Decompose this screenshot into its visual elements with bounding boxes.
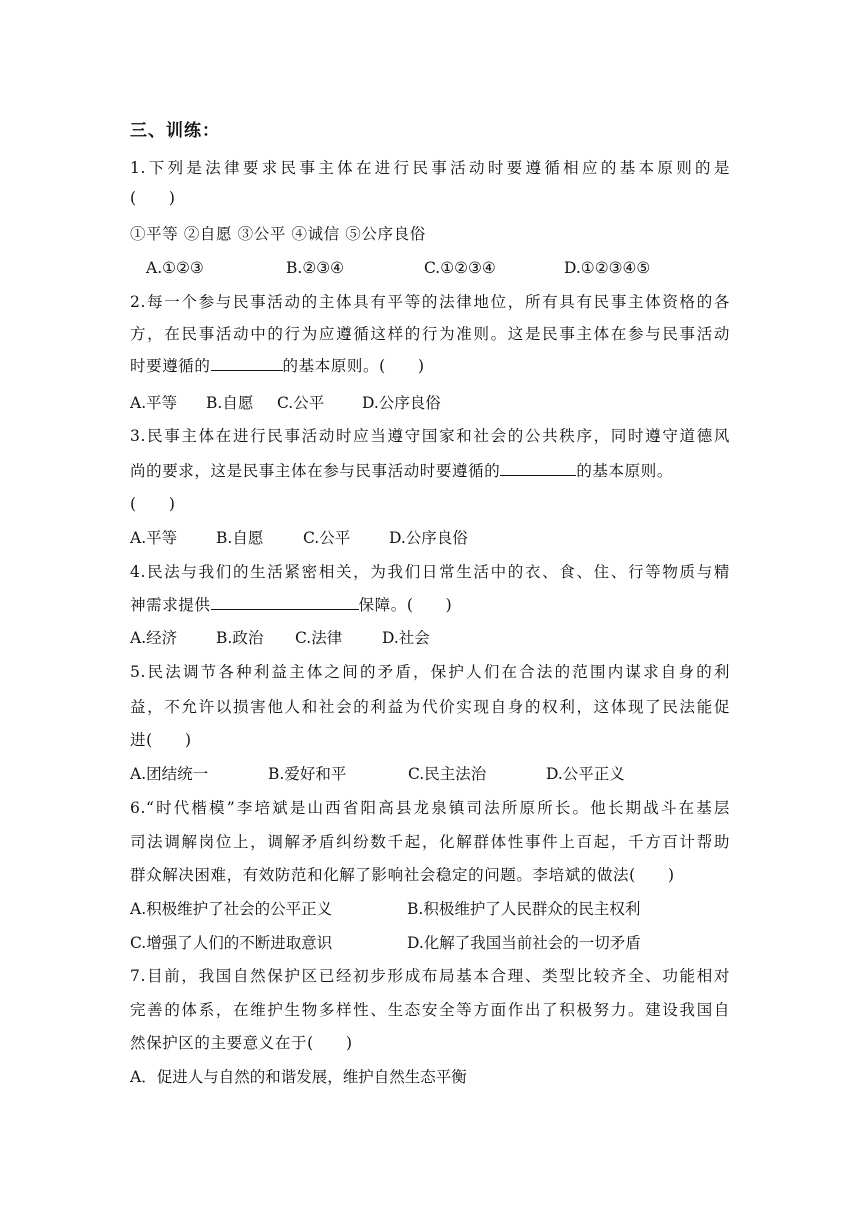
q6-option-a: A.积极维护了社会的公平正义 <box>130 900 333 918</box>
q6-option-d: D.化解了我国当前社会的一切矛盾 <box>407 934 641 952</box>
q4-answer-blank <box>211 595 359 610</box>
q1-option-c: C.①②③④ <box>424 259 496 277</box>
section-heading: 三、训练： <box>130 121 220 141</box>
q1-option-d: D.①②③④⑤ <box>564 259 651 277</box>
q3-stem-line-3: ( ) <box>130 495 176 513</box>
q2-answer-blank <box>211 356 283 371</box>
q5-option-a: A.团结统一 <box>130 765 209 783</box>
q4-stem-line-1: 4.民法与我们的生活紧密相关，为我们日常生活中的衣、食、住、行等物质与精 <box>130 563 730 581</box>
q2-stem-text-after-blank: 的基本原则。( ) <box>282 357 425 375</box>
q2-option-a: A.平等 <box>130 394 178 412</box>
q4-stem-text-after-blank: 保障。( ) <box>358 596 453 614</box>
q2-stem-line-3 <box>130 356 730 376</box>
q5-stem-line-3: 进( ) <box>130 731 192 749</box>
q3-stem-text-before-blank: 尚的要求，这是民事主体在参与民事活动时要遵循的 <box>130 462 501 480</box>
q6-stem-line-2: 司法调解岗位上，调解矛盾纠纷数千起，化解群体性事件上百起，千方百计帮助 <box>130 833 730 851</box>
q3-option-b: B.自愿 <box>216 529 264 547</box>
q3-stem-line-2 <box>130 461 730 481</box>
q2-stem-line-2: 方，在民事活动中的行为应遵循这样的行为准则。这是民事主体在参与民事活动 <box>130 325 730 343</box>
q2-option-c: C.公平 <box>277 394 325 412</box>
q3-option-a: A.平等 <box>130 529 178 547</box>
q4-option-b: B.政治 <box>216 629 264 647</box>
q2-stem-text-before-blank: 时要遵循的 <box>130 357 211 375</box>
q5-stem-line-2: 益，不允许以损害他人和社会的利益为代价实现自身的权利，这体现了民法能促 <box>130 698 730 716</box>
q6-option-c: C.增强了人们的不断进取意识 <box>130 934 333 952</box>
q3-stem-line-1: 3.民事主体在进行民事活动时应当遵守国家和社会的公共秩序，同时遵守道德风 <box>130 427 730 445</box>
q4-stem-line-2 <box>130 595 730 615</box>
q4-option-d: D.社会 <box>382 629 430 647</box>
q6-option-b: B.积极维护了人民群众的民主权利 <box>407 900 641 918</box>
q5-stem-line-1: 5.民法调节各种利益主体之间的矛盾，保护人们在合法的范围内谋求自身的利 <box>130 663 730 681</box>
q2-option-b: B.自愿 <box>206 394 254 412</box>
q7-option-a: A．促进人与自然的和谐发展，维护自然生态平衡 <box>130 1068 467 1086</box>
q7-stem-line-1: 7.目前，我国自然保护区已经初步形成布局基本合理、类型比较齐全、功能相对 <box>130 967 730 985</box>
q5-option-c: C.民主法治 <box>408 765 487 783</box>
q1-choices-list: ①平等 ②自愿 ③公平 ④诚信 ⑤公序良俗 <box>130 225 426 243</box>
q1-option-a: A.①②③ <box>146 259 204 277</box>
q4-option-a: A.经济 <box>130 629 178 647</box>
q3-option-c: C.公平 <box>303 529 351 547</box>
q3-option-d: D.公序良俗 <box>389 529 468 547</box>
q6-stem-line-1: 6.“时代楷模”李培斌是山西省阳高县龙泉镇司法所原所长。他长期战斗在基层 <box>130 799 730 817</box>
q1-option-b: B.②③④ <box>286 259 345 277</box>
q6-stem-line-3: 群众解决困难，有效防范和化解了影响社会稳定的问题。李培斌的做法( ) <box>130 866 675 884</box>
q2-option-d: D.公序良俗 <box>362 394 441 412</box>
q1-stem-line-1: 1.下列是法律要求民事主体在进行民事活动时要遵循相应的基本原则的是 <box>130 159 730 177</box>
q7-stem-line-3: 然保护区的主要意义在于( ) <box>130 1034 353 1052</box>
q2-stem-line-1: 2.每一个参与民事活动的主体具有平等的法律地位，所有具有民事主体资格的各 <box>130 293 730 311</box>
q1-stem-line-2: ( ) <box>130 189 176 207</box>
q7-stem-line-2: 完善的体系，在维护生物多样性、生态安全等方面作出了积极努力。建设我国自 <box>130 1001 730 1019</box>
q3-stem-text-after-blank: 的基本原则。 <box>576 462 673 480</box>
q3-answer-blank <box>500 461 576 476</box>
q5-option-b: B.爱好和平 <box>268 765 347 783</box>
q4-stem-text-before-blank: 神需求提供 <box>130 596 211 614</box>
q5-option-d: D.公平正义 <box>546 765 625 783</box>
q4-option-c: C.法律 <box>295 629 343 647</box>
